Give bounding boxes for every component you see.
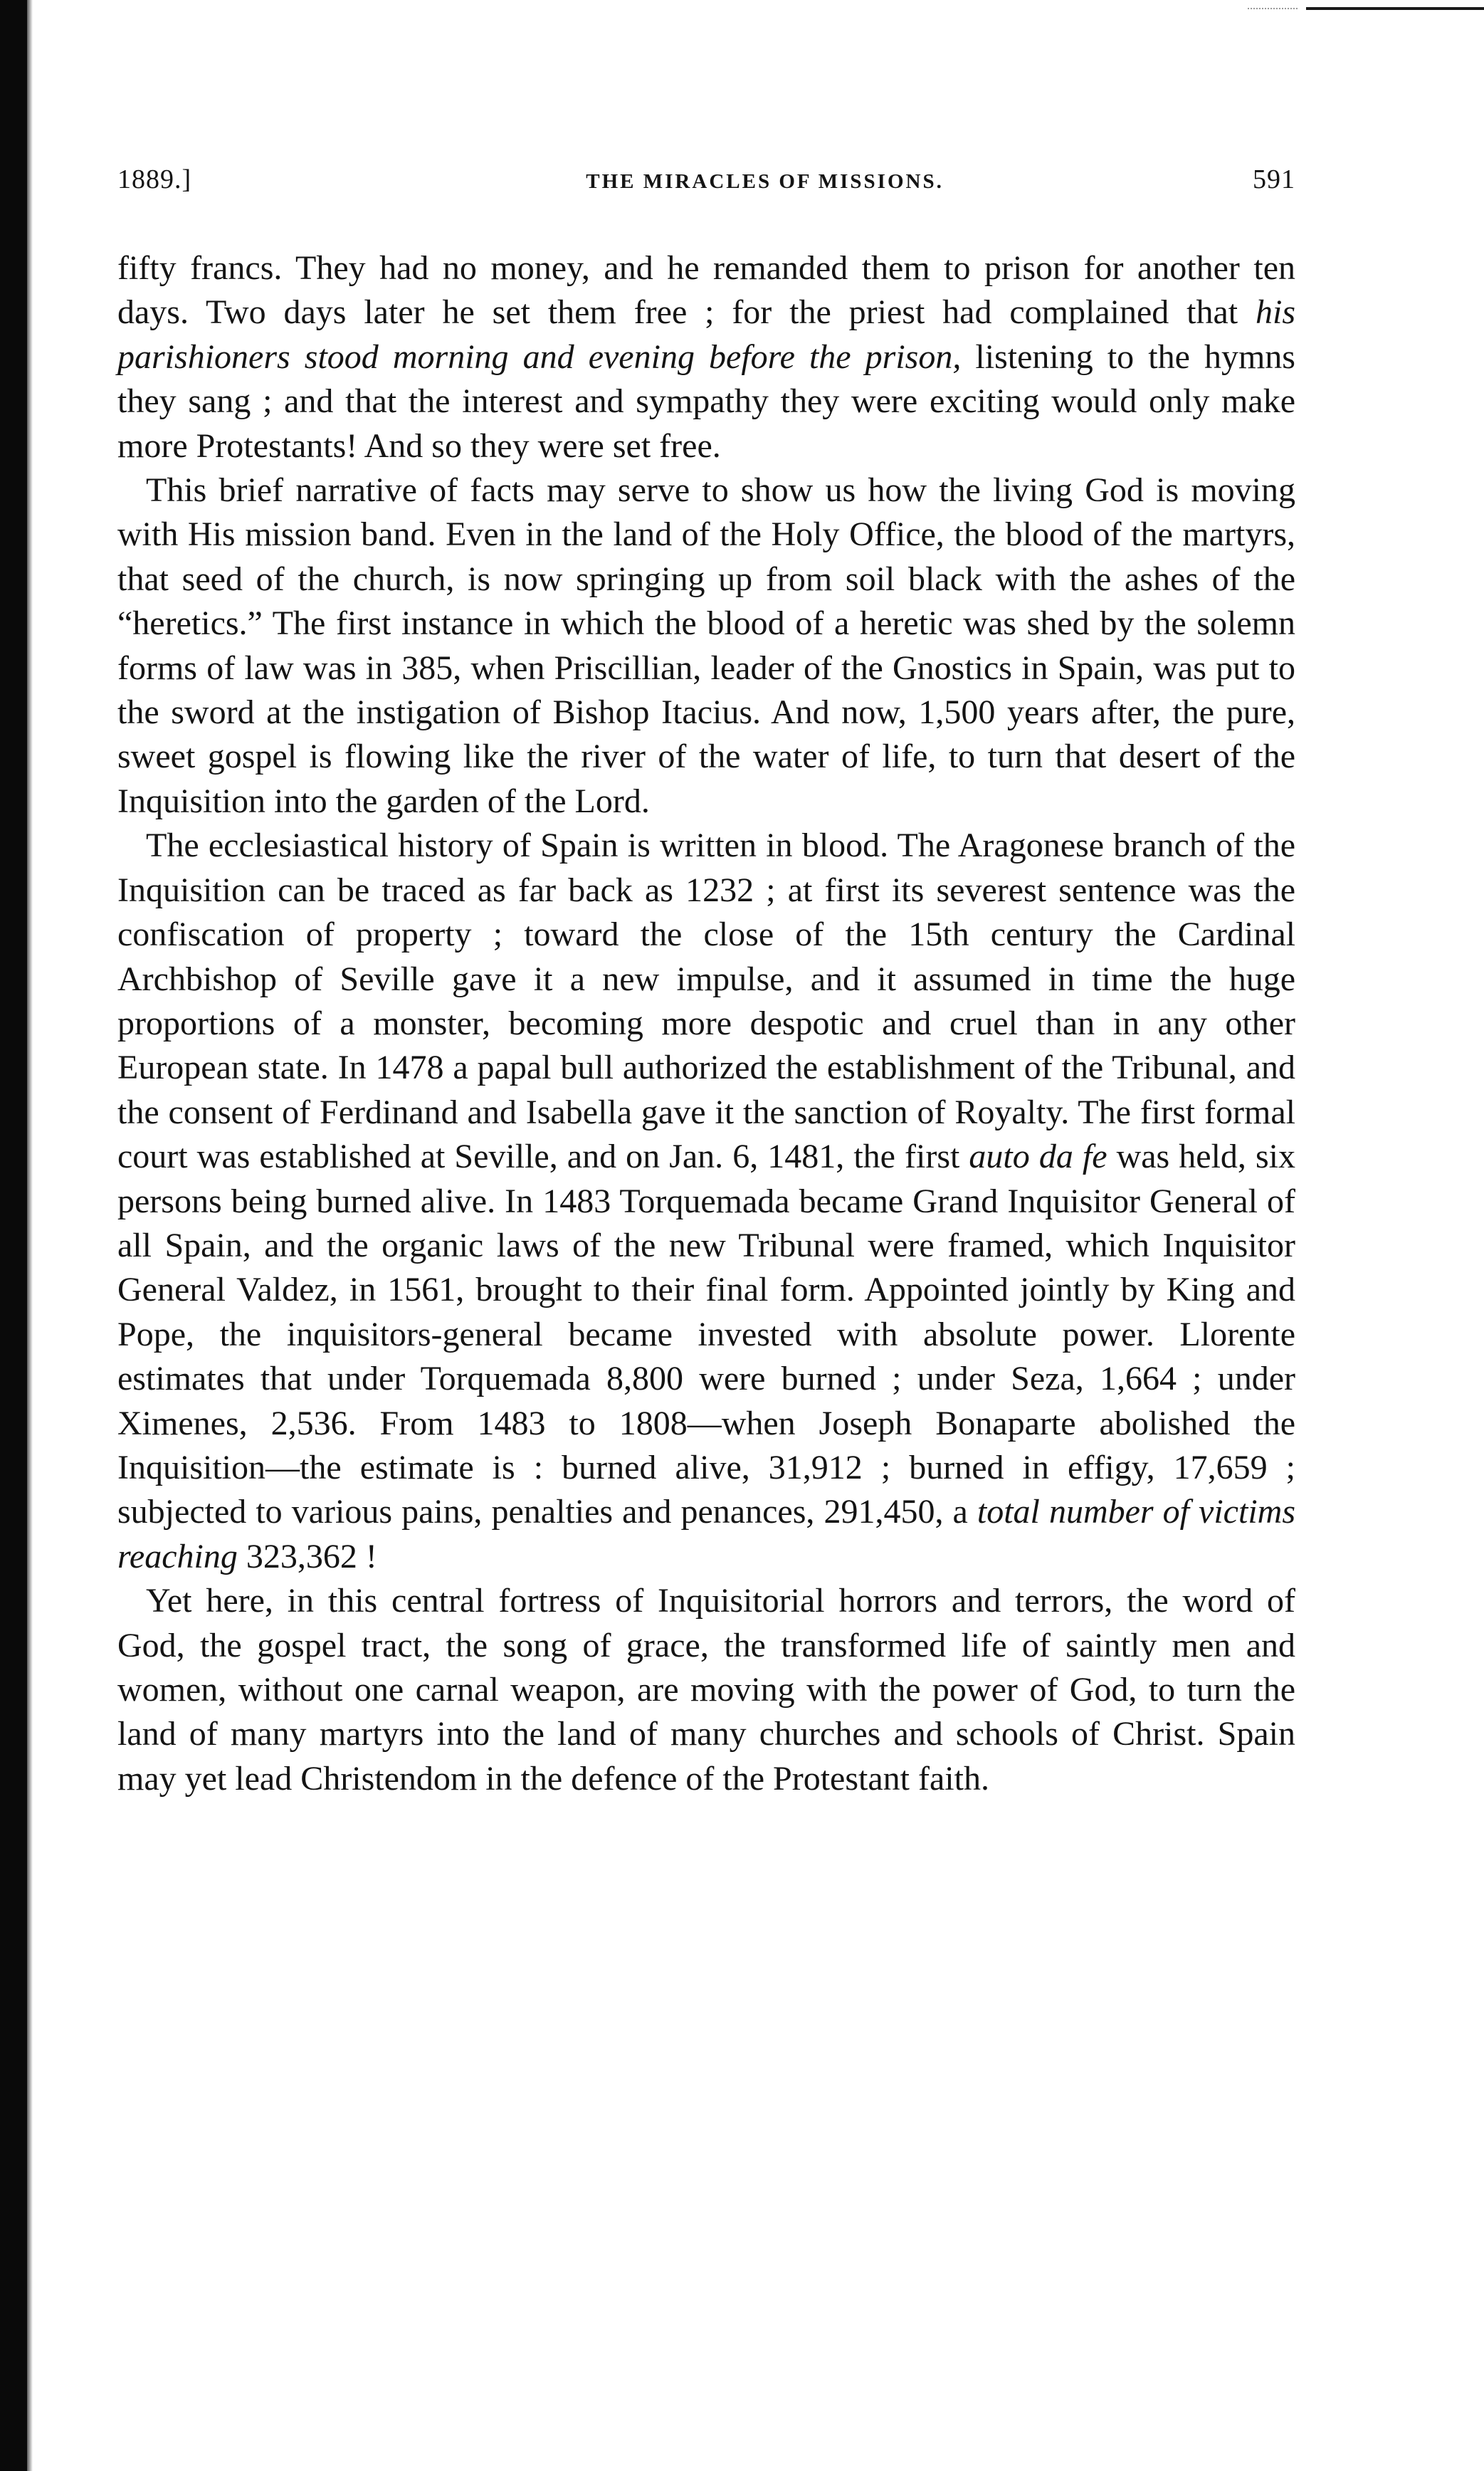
text-run: Yet here, in this central fortress of Inquisitorial horrors and terrors, the word of God, the gospel tract, the song of grace, the transformed life of saintly men and women, without one carnal weapon, are moving with the power of God, to turn the land of many martyrs into the land of many churches and schools of Christ. Spain may yet lead Christendom in the defence of the Protestant faith. [117, 1582, 1295, 1798]
text-run: 323,362 ! [237, 1537, 377, 1575]
binding-edge [0, 0, 27, 2471]
running-head-title: THE MIRACLES OF MISSIONS. [586, 170, 944, 193]
page-number: 591 [1252, 164, 1295, 194]
italic-run: auto da fe [969, 1138, 1107, 1176]
body-text [117, 246, 1295, 1801]
top-rule [1306, 7, 1484, 10]
text-run: This brief narrative of facts may serve to show us how the living God is moving with His mission band. Even in the land of the Holy Office, the blood of the martyrs, that seed of the church, is now springing up from soil black with the ashes of the “heretics.” The first instance in which the blood of a heretic was shed by the solemn forms of law was in 385, when Priscillian, leader of the Gnostics in Spain, was put to the sword at the instigation of Bishop Itacius. And now, 1,500 years after, the pure, sweet gospel is flowing like the river of the water of life, to turn that desert of the Inquisition into the garden of the Lord. [117, 471, 1295, 820]
text-run: fifty francs. They had no money, and he remanded them to prison for another ten days. Two days later he set them free ; for the priest had complained that [117, 249, 1295, 332]
paragraph-4 [117, 1579, 1295, 1801]
text-run: The ecclesiastical history of Spain is written in blood. The Aragonese branch of the Inquisition can be traced as far back as 1232 ; at first its severest sentence was the confiscation of property ; toward the close of the 15th century the Cardinal Archbishop of Seville gave it a new impulse, and it assumed in time the huge proportions of a monster, becoming more despotic and cruel than in any other European state. In 1478 a papal bull authorized the establishment of the Tribunal, and the consent of Ferdinand and Isabella gave it the sanction of Royalty. The first formal court was established at Seville, and on Jan. 6, 1481, the first [117, 827, 1295, 1176]
top-rule-dots [1248, 8, 1298, 11]
paragraph-2 [117, 468, 1295, 824]
paragraph-1 [117, 246, 1295, 468]
running-head-year: 1889.] [117, 164, 192, 194]
italic-run: his parishioners stood morning and evening before the prison, [117, 293, 1295, 376]
text-run: listening to the hymns they sang ; and that the interest and sympathy they were exciting would only make more Protestants! And so they were set free. [117, 337, 1295, 465]
text-run: was held, six persons being burned alive. In 1483 Torquemada became Grand Inquisitor General of all Spain, and the organic laws of the new Tribunal were framed, which Inquisitor General Valdez, in 1561, brought to their final form. Appointed jointly by King and Pope, the inquisitors-general became invested with absolute power. Llorente estimates that under Torquemada 8,800 were burned ; under Seza, 1,664 ; under Ximenes, 2,536. From 1483 to 1808—when Joseph Bonaparte abolished the Inquisition—the estimate is : burned alive, 31,912 ; burned in effigy, 17,659 ; subjected to various pains, penalties and penances, 291,450, a [117, 1138, 1295, 1531]
italic-run: total number of victims reaching [117, 1493, 1296, 1575]
paragraph-3 [117, 824, 1295, 1579]
running-head [117, 164, 1295, 204]
page [117, 164, 1295, 1801]
